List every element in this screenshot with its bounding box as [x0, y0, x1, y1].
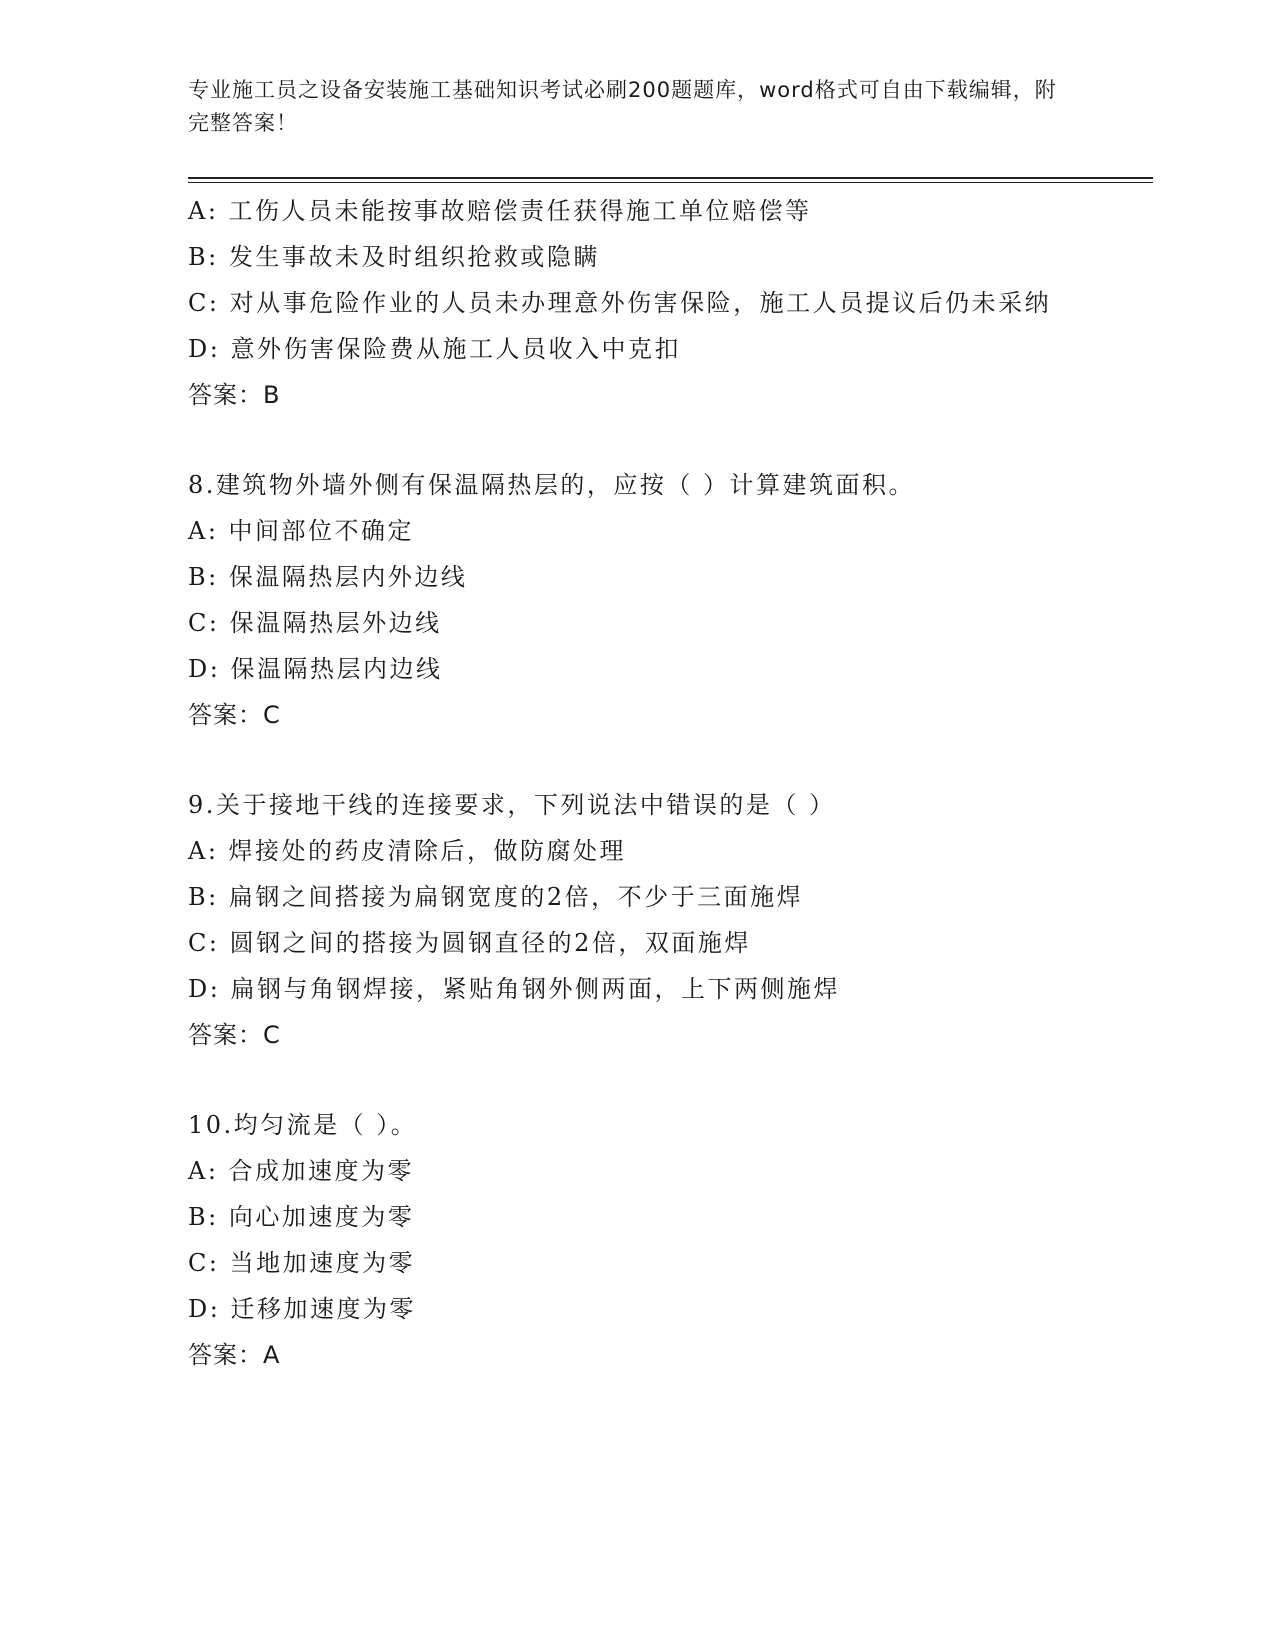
option-c: C: 保温隔热层外边线: [188, 609, 442, 637]
option-d: D: 扁钢与角钢焊接，紧贴角钢外侧两面，上下两侧施焊: [188, 975, 840, 1003]
question-text: 9.关于接地干线的连接要求，下列说法中错误的是（ ）: [188, 791, 836, 819]
option-a: A: 合成加速度为零: [188, 1157, 415, 1185]
answer-label: 答案：C: [188, 701, 281, 729]
option-d: D: 意外伤害保险费从施工人员收入中克扣: [188, 335, 681, 363]
header-rule-thick: [188, 177, 1153, 179]
question-block-9: [188, 782, 1088, 1058]
option-a: A: 焊接处的药皮清除后，做防腐处理: [188, 837, 627, 865]
option-d: D: 迁移加速度为零: [188, 1295, 416, 1323]
question-block-7: [188, 188, 1088, 418]
answer-label: 答案：C: [188, 1021, 281, 1049]
option-c: C: 当地加速度为零: [188, 1249, 416, 1277]
option-d: D: 保温隔热层内边线: [188, 655, 443, 683]
option-b: B: 向心加速度为零: [188, 1203, 415, 1231]
option-b: B: 发生事故未及时组织抢救或隐瞒: [188, 243, 600, 271]
option-b: B: 扁钢之间搭接为扁钢宽度的2倍，不少于三面施焊: [188, 883, 804, 911]
answer-label: 答案：A: [188, 1341, 281, 1369]
question-text: 8.建筑物外墙外侧有保温隔热层的，应按（ ）计算建筑面积。: [188, 471, 916, 499]
document-header-title: 专业施工员之设备安装施工基础知识考试必刷200题题库，word格式可自由下载编辑，附完整答案！: [188, 78, 1057, 135]
option-c: C: 对从事危险作业的人员未办理意外伤害保险，施工人员提议后仍未采纳: [188, 289, 1052, 317]
answer-label: 答案：B: [188, 381, 281, 409]
option-c: C: 圆钢之间的搭接为圆钢直径的2倍，双面施焊: [188, 929, 751, 957]
option-b: B: 保温隔热层内外边线: [188, 563, 468, 591]
question-text: 10.均匀流是（ ）。: [188, 1111, 418, 1139]
option-a: A: 工伤人员未能按事故赔偿责任获得施工单位赔偿等: [188, 197, 812, 225]
question-block-10: [188, 1102, 1088, 1378]
header-rule-thin: [188, 182, 1153, 183]
option-a: A: 中间部位不确定: [188, 517, 415, 545]
question-list: [188, 188, 1088, 1378]
question-block-8: [188, 462, 1088, 738]
